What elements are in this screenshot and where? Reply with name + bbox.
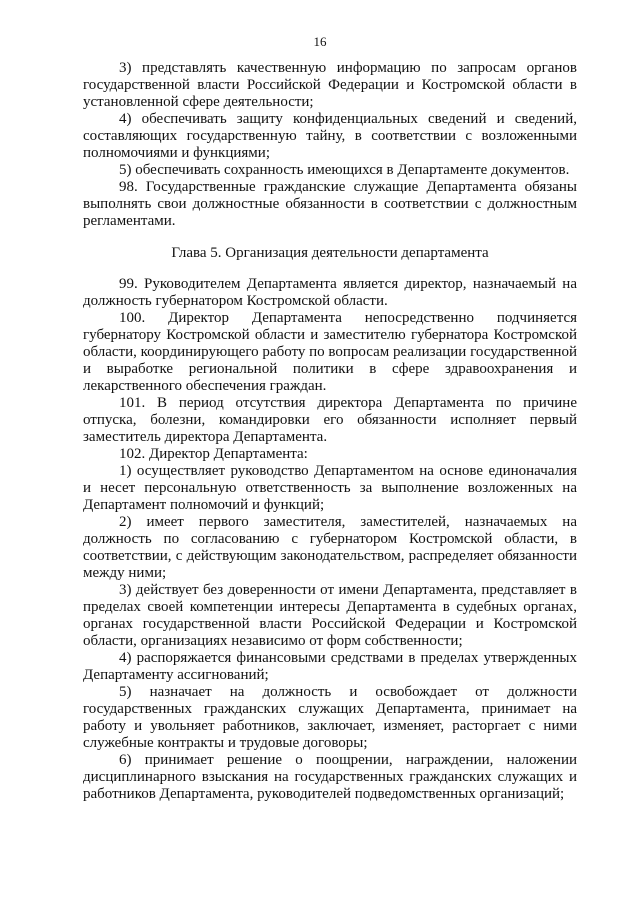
paragraph: 102. Директор Департамента: xyxy=(119,446,308,462)
list-item: 2) имеет первого заместителя, заместителей, назначаемых на должность по согласованию с губернатором Костромской области, в соответствии, с действующим законодательством, распределяет обязанности между ними; xyxy=(83,514,577,581)
paragraph: 98. Государственные гражданские служащие Департамента обязаны выполнять свои должностные обязанности в соответствии с должностным регламентами. xyxy=(83,179,577,229)
chapter-heading: Глава 5. Организация деятельности департамента xyxy=(171,245,489,261)
list-item: 1) осуществляет руководство Департаментом на основе единоначалия и несет персональную ответственность за выполнение возложенных на Департамент полномочий и функций; xyxy=(83,463,577,513)
list-item: 4) распоряжается финансовыми средствами в пределах утвержденных Департаменту ассигнований; xyxy=(83,650,577,683)
paragraph: 3) представлять качественную информацию по запросам органов государственной власти Российской Федерации и Костромской области в установленной сфере деятельности; xyxy=(83,60,577,110)
paragraph: 4) обеспечивать защиту конфиденциальных сведений и сведений, составляющих государственную тайну, в соответствии с возложенными полномочиями и функциями; xyxy=(83,111,577,161)
paragraph: 101. В период отсутствия директора Департамента по причине отпуска, болезни, командировки его обязанности исполняет первый заместитель директора Департамента. xyxy=(83,395,577,445)
list-item: 6) принимает решение о поощрении, награждении, наложении дисциплинарного взыскания на государственных гражданских служащих и работников Департамента, руководителей подведомственных организаций; xyxy=(83,752,577,802)
list-item: 5) назначает на должность и освобождает от должности государственных гражданских служащих Департамента, принимает на работу и увольняет работников, заключает, изменяет, расторгает с ними служебные контракты и трудовые договоры; xyxy=(83,684,577,751)
document-body xyxy=(83,60,577,803)
paragraph: 5) обеспечивать сохранность имеющихся в Департаменте документов. xyxy=(119,162,570,178)
page-number: 16 xyxy=(313,34,327,49)
list-item: 3) действует без доверенности от имени Департамента, представляет в пределах своей компетенции интересы Департамента в судебных органах, органах государственной власти Российской Федерации и Костромской области, организациях независимо от форм собственности; xyxy=(83,582,577,649)
paragraph: 99. Руководителем Департамента является директор, назначаемый на должность губернатором Костромской области. xyxy=(83,276,577,309)
paragraph: 100. Директор Департамента непосредственно подчиняется губернатору Костромской области и заместителю губернатора Костромской области, координирующего работу по вопросам реализации государственной и выработке региональной политики в сфере здравоохранения и лекарственного обеспечения граждан. xyxy=(83,310,577,394)
